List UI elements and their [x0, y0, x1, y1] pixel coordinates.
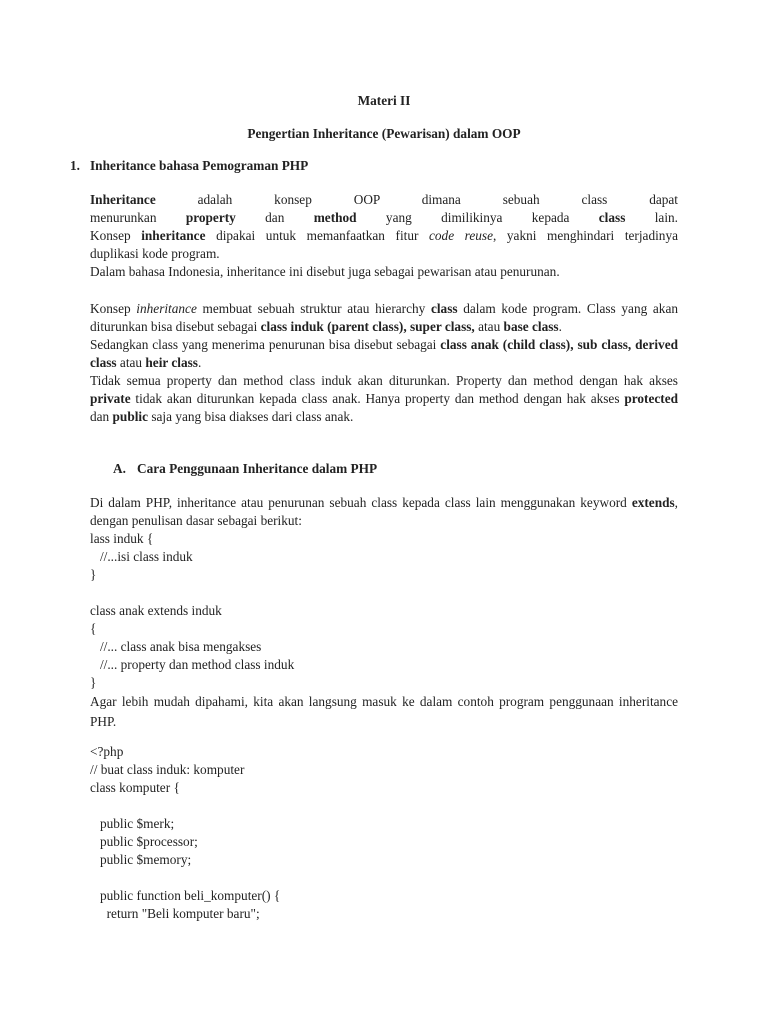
term-private: private — [90, 391, 131, 406]
text-run: yang dimilikinya kepada — [356, 210, 599, 225]
term-extends: extends — [631, 495, 675, 510]
paragraph-hierarchy — [90, 300, 678, 426]
term-child-class: class anak (child class), sub class, derived class — [90, 337, 679, 370]
text-run: atau — [116, 355, 146, 370]
term-parent-class: class induk (parent class), super class, — [260, 319, 475, 334]
text-run: dan — [235, 210, 314, 225]
text-run: adalah konsep OOP dimana sebuah class dapat — [155, 192, 678, 207]
text-run: dan — [90, 409, 113, 424]
text-run: Konsep — [90, 228, 142, 243]
term-public: public — [112, 409, 149, 424]
text-run: Di dalam PHP, inheritance atau penurunan sebuah class kepada class lain menggunakan keyword — [90, 495, 632, 510]
code-snippet-basic: lass induk { //...isi class induk } class anak extends induk { //... class anak bisa mengakses //... property dan method class induk } — [90, 531, 295, 690]
para1-line4: duplikasi kode program. — [90, 246, 220, 261]
text-run: Sedangkan class yang menerima penurunan bisa disebut sebagai — [90, 337, 441, 352]
text-run: dalam kode program. Class yang akan diturunkan bisa disebut sebagai — [90, 301, 679, 334]
text-run: , dengan penulisan dasar sebagai berikut: — [90, 495, 678, 528]
term-base-class: base class — [503, 319, 559, 334]
para4 — [90, 372, 678, 426]
para1-line1 — [90, 191, 678, 209]
code-snippet-example — [90, 743, 678, 923]
term-inheritance: inheritance — [141, 228, 206, 243]
para1-line2 — [90, 209, 678, 227]
text-run: membuat sebuah struktur atau hierarchy — [196, 301, 431, 316]
para1-line5: Dalam bahasa Indonesia, inheritance ini disebut juga sebagai pewarisan atau penurunan. — [90, 264, 560, 279]
text-run: saja yang bisa diakses dari class anak. — [148, 409, 354, 424]
code-php-komputer: <?php // buat class induk: komputer class komputer { public $merk; public $processor; public $memory; public function beli_komputer() { return "Beli komputer baru"; — [90, 744, 281, 921]
text-run: Tidak semua property dan method class induk akan diturunkan. Property dan method dengan hak akses — [90, 373, 678, 388]
text-run: , yakni menghindari terjadinya — [493, 228, 678, 243]
term-code-reuse: code reuse — [429, 228, 493, 243]
para2 — [90, 300, 678, 336]
document-title: Materi II — [357, 93, 411, 108]
section-number: 1. — [70, 158, 80, 173]
term-protected: protected — [624, 391, 678, 406]
text-run: dipakai untuk memanfaatkan fitur — [205, 228, 429, 243]
text-run: menurunkan — [90, 210, 186, 225]
section-heading-1 — [70, 157, 308, 175]
para1-line3 — [90, 227, 678, 245]
text-run: Konsep — [90, 301, 137, 316]
para6: Agar lebih mudah dipahami, kita akan langsung masuk ke dalam contoh program penggunaan inheritance PHP. — [90, 694, 678, 729]
text-run: atau — [474, 319, 504, 334]
text-run: tidak akan diturunkan kepada class anak. Hanya property dan method dengan hak akses — [130, 391, 625, 406]
term-class: class — [598, 210, 626, 225]
section-title: Inheritance bahasa Pemograman PHP — [90, 158, 309, 173]
document-body — [70, 92, 679, 921]
para3 — [90, 336, 678, 372]
term-property: property — [185, 210, 236, 225]
section-title: Cara Penggunaan Inheritance dalam PHP — [137, 461, 378, 476]
section-number: A. — [113, 461, 126, 476]
document-subtitle: Pengertian Inheritance (Pewarisan) dalam OOP — [247, 126, 521, 141]
text-run: lain. — [625, 210, 679, 225]
text-run: . — [197, 355, 202, 370]
section-heading-a — [113, 460, 377, 478]
term-inheritance: inheritance — [136, 301, 197, 316]
term-inheritance: Inheritance — [90, 192, 156, 207]
paragraph-inheritance-definition — [90, 191, 678, 281]
text-run: . — [558, 319, 562, 334]
term-method: method — [313, 210, 357, 225]
para5 — [90, 494, 678, 530]
paragraph-extends — [90, 494, 678, 732]
term-heir-class: heir class — [145, 355, 198, 370]
term-class: class — [430, 301, 458, 316]
